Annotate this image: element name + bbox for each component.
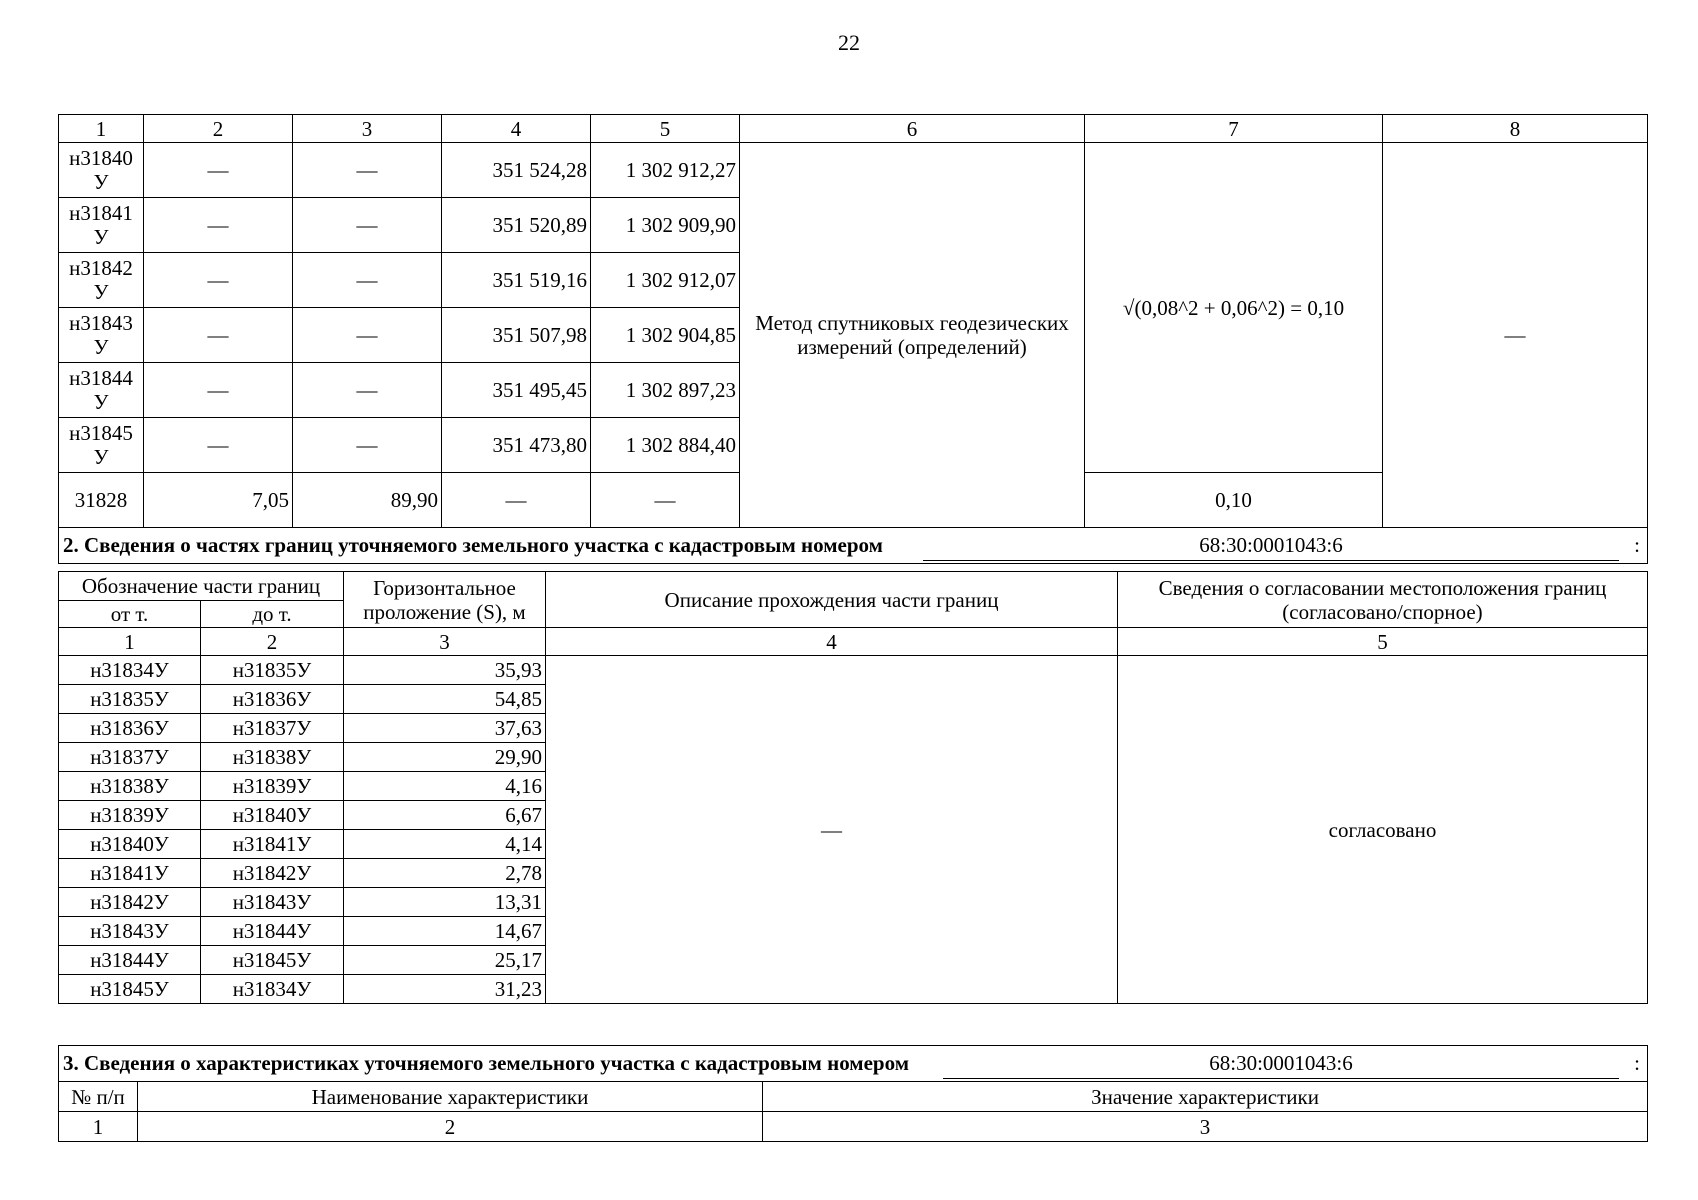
from-point: н31834У (59, 656, 201, 685)
table-row (59, 143, 1648, 198)
coordinates-header-row (59, 115, 1648, 143)
coord-y: 1 302 884,40 (591, 418, 740, 473)
horizontal-value: 31,23 (344, 975, 546, 1004)
to-point: н31834У (201, 975, 344, 1004)
from-point: н31843У (59, 917, 201, 946)
horizontal-value: 14,67 (344, 917, 546, 946)
coord-x: 351 495,45 (442, 363, 591, 418)
coord-x: 351 520,89 (442, 198, 591, 253)
from-point: н31844У (59, 946, 201, 975)
to-point: н31839У (201, 772, 344, 801)
designation-header: Обозначение части границ (59, 572, 344, 601)
section2-colon: : (1634, 533, 1640, 557)
from-point: н31836У (59, 714, 201, 743)
section2-heading (59, 528, 1648, 564)
boundary-header-row (59, 572, 1648, 601)
cell-value: — (144, 308, 293, 363)
col-number: 2 (201, 628, 344, 656)
from-point: н31835У (59, 685, 201, 714)
col-header-3: 3 (293, 115, 442, 143)
col8-value: — (1383, 143, 1648, 528)
col-number: 5 (1118, 628, 1648, 656)
to-point: н31837У (201, 714, 344, 743)
characteristics-header-row (59, 1082, 1648, 1112)
cell-value: — (293, 308, 442, 363)
col-number: 1 (59, 628, 201, 656)
cell-value: — (293, 198, 442, 253)
coord-y: 1 302 897,23 (591, 363, 740, 418)
to-point: н31843У (201, 888, 344, 917)
col-header-5: 5 (591, 115, 740, 143)
cell-value: — (144, 363, 293, 418)
characteristics-table (58, 1045, 1648, 1142)
cell-value: — (293, 418, 442, 473)
to-header: до т. (201, 601, 344, 628)
horizontal-header: Горизонтальное проложение (S), м (344, 572, 546, 628)
section3-heading (59, 1046, 1648, 1082)
section3-title: 3. Сведения о характеристиках уточняемого земельного участка с кадастровым номером (63, 1051, 910, 1075)
coord-x: 351 524,28 (442, 143, 591, 198)
to-point: н31835У (201, 656, 344, 685)
cell-value: — (293, 143, 442, 198)
cell-value: — (144, 418, 293, 473)
number-header: № п/п (59, 1082, 138, 1112)
characteristic-value-header: Значение характеристики (763, 1082, 1648, 1112)
boundary-number-row (59, 628, 1648, 656)
horizontal-value: 25,17 (344, 946, 546, 975)
horizontal-value: 29,90 (344, 743, 546, 772)
page-number: 22 (838, 30, 860, 55)
coord-x: 351 473,80 (442, 418, 591, 473)
coord-x: 351 519,16 (442, 253, 591, 308)
from-point: н31839У (59, 801, 201, 830)
col-number: 3 (763, 1112, 1648, 1142)
to-point: н31840У (201, 801, 344, 830)
horizontal-value: 2,78 (344, 859, 546, 888)
col-header-2: 2 (144, 115, 293, 143)
characteristics-number-row (59, 1112, 1648, 1142)
cell-value: — (293, 363, 442, 418)
boundary-parts-table (58, 571, 1648, 1004)
cell-value: — (144, 143, 293, 198)
agreement-header: Сведения о согласовании местоположения границ (согласовано/спорное) (1118, 572, 1648, 628)
cell-value: 7,05 (144, 473, 293, 528)
from-point: н31838У (59, 772, 201, 801)
col-number: 4 (546, 628, 1118, 656)
to-point: н31844У (201, 917, 344, 946)
horizontal-value: 13,31 (344, 888, 546, 917)
section2-cadastral-number: 68:30:0001043:6 (923, 533, 1619, 561)
coord-x: 351 507,98 (442, 308, 591, 363)
horizontal-value: 35,93 (344, 656, 546, 685)
table-row (59, 656, 1648, 685)
to-point: н31842У (201, 859, 344, 888)
to-point: н31845У (201, 946, 344, 975)
coord-y: 1 302 904,85 (591, 308, 740, 363)
to-point: н31836У (201, 685, 344, 714)
from-point: н31842У (59, 888, 201, 917)
agreement-value: согласовано (1118, 656, 1648, 1004)
horizontal-value: 37,63 (344, 714, 546, 743)
col-header-8: 8 (1383, 115, 1648, 143)
horizontal-value: 6,67 (344, 801, 546, 830)
precision-formula: √(0,08^2 + 0,06^2) = 0,10 (1085, 143, 1383, 473)
coord-y: 1 302 909,90 (591, 198, 740, 253)
coord-x: — (442, 473, 591, 528)
col-number: 3 (344, 628, 546, 656)
horizontal-value: 4,16 (344, 772, 546, 801)
point-id: н31844 У (59, 363, 144, 418)
from-point: н31840У (59, 830, 201, 859)
point-id: н31841 У (59, 198, 144, 253)
coord-y: 1 302 912,27 (591, 143, 740, 198)
from-point: н31837У (59, 743, 201, 772)
from-header: от т. (59, 601, 201, 628)
section2-title: 2. Сведения о частях границ уточняемого земельного участка с кадастровым номером (63, 533, 883, 557)
from-point: н31845У (59, 975, 201, 1004)
col-number: 2 (138, 1112, 763, 1142)
cell-value: 89,90 (293, 473, 442, 528)
horizontal-value: 54,85 (344, 685, 546, 714)
precision-value: 0,10 (1085, 473, 1383, 528)
cell-value: — (144, 198, 293, 253)
horizontal-value: 4,14 (344, 830, 546, 859)
point-id: н31843 У (59, 308, 144, 363)
to-point: н31841У (201, 830, 344, 859)
coordinates-table (58, 114, 1648, 564)
coord-y: — (591, 473, 740, 528)
section2-heading-row (59, 528, 1648, 564)
point-id: н31842 У (59, 253, 144, 308)
section3-cadastral-number: 68:30:0001043:6 (943, 1051, 1619, 1079)
cell-value: — (293, 253, 442, 308)
description-value: — (546, 656, 1118, 1004)
characteristic-name-header: Наименование характеристики (138, 1082, 763, 1112)
method-cell: Метод спутниковых геодезических измерений (определений) (740, 143, 1085, 528)
to-point: н31838У (201, 743, 344, 772)
section3-colon: : (1634, 1051, 1640, 1075)
section3-heading-row (59, 1046, 1648, 1082)
col-header-7: 7 (1085, 115, 1383, 143)
coord-y: 1 302 912,07 (591, 253, 740, 308)
from-point: н31841У (59, 859, 201, 888)
col-header-1: 1 (59, 115, 144, 143)
col-header-4: 4 (442, 115, 591, 143)
description-header: Описание прохождения части границ (546, 572, 1118, 628)
col-header-6: 6 (740, 115, 1085, 143)
point-id: н31845 У (59, 418, 144, 473)
cell-value: — (144, 253, 293, 308)
point-id: 31828 (59, 473, 144, 528)
col-number: 1 (59, 1112, 138, 1142)
point-id: н31840 У (59, 143, 144, 198)
